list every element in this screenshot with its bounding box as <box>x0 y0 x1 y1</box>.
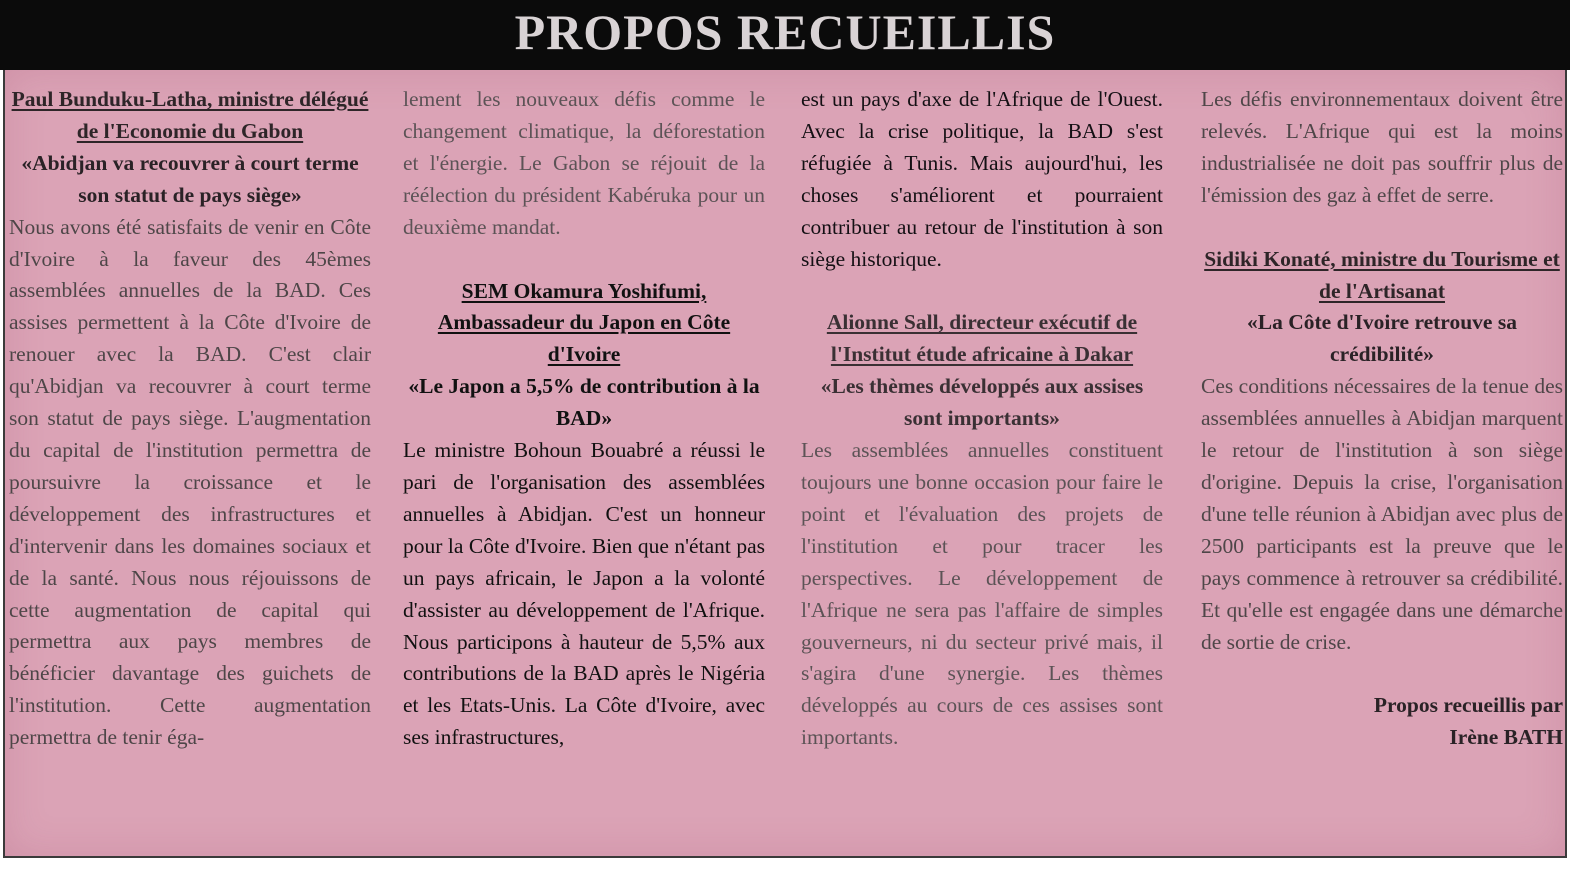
interview-text-continued: lement les nouveaux défis comme le changement climatique, la déforestation et l'énergie. Le Gabon se réjouit de la réélection du président Kabéruka pour un deuxième mandat. <box>403 87 765 239</box>
section-gap <box>1201 212 1563 244</box>
section-title: PROPOS RECUEILLIS <box>514 4 1056 60</box>
section-gap <box>403 244 765 276</box>
section-gap <box>801 275 1163 307</box>
interview-text-continued: est un pays d'axe de l'Afrique de l'Ouest. Avec la crise politique, la BAD s'est réfugiée à Tunis. Mais aujourd'hui, les choses s'améliorent et pourraient contribuer au retour de l'institution à son siège historique. <box>801 87 1163 271</box>
interview-text: Nous avons été satisfaits de venir en Côte d'Ivoire à la faveur des 45èmes assemblées annuelles de la BAD. Ces assises permettent à la Côte d'Ivoire de renouer avec la BAD. C'est clair qu'Abidjan va recouvrer à court terme son statut de pays siège. L'augmentation du capital de l'institution permettra de poursuivre la croissance et le développement des infrastructures et d'intervenir dans les domaines sociaux et de la santé. Nous nous réjouissons de cette augmentation de capital qui permettra aux pays membres de bénéficier davantage des guichets de l'institution. Cette augmentation permettra de tenir éga- <box>9 214 371 750</box>
column-4 <box>1201 84 1563 754</box>
interviewee-heading: SEM Okamura Yoshifumi, Ambassadeur du Japon en Côte d'Ivoire <box>437 278 731 367</box>
quote-headline: «La Côte d'Ivoire retrouve sa crédibilité» <box>1247 310 1517 367</box>
quote-headline: «Le Japon a 5,5% de contribution à la BAD» <box>408 374 760 431</box>
interview-text: Le ministre Bohoun Bouabré a réussi le pari de l'organisation des assemblées annuelles à Abidjan. C'est un honneur pour la Côte d'Ivoire. Bien que n'étant pas un pays africain, le Japon a la volonté d'assister au développement de l'Afrique. Nous participons à hauteur de 5,5% aux contributions de la BAD après le Nigéria et les Etats-Unis. La Côte d'Ivoire, avec ses infrastructures, <box>403 438 765 750</box>
article-body <box>3 70 1567 858</box>
section-gap <box>1201 658 1563 690</box>
interviewee-heading: Alionne Sall, directeur exécutif de l'Institut étude africaine à Dakar <box>826 310 1138 367</box>
interviewee-heading: Sidiki Konaté, ministre du Tourisme et de l'Artisanat <box>1204 246 1560 303</box>
section-banner <box>0 0 1570 70</box>
column-3 <box>801 84 1163 754</box>
byline: Propos recueillis par <box>1373 693 1563 718</box>
interview-text: Les assemblées annuelles constituent toujours une bonne occasion pour faire le point et l'évaluation des projets de l'institution et pour tracer les perspectives. Le développement de l'Afrique ne sera pas l'affaire de simples gouverneurs, ni du secteur privé mais, il s'agira d'une synergie. Les thèmes développés au cours de ces assises sont importants. <box>801 438 1163 750</box>
column-1 <box>9 84 371 754</box>
interviewee-heading: Paul Bunduku-Latha, ministre délégué de l'Economie du Gabon <box>11 87 369 143</box>
column-2 <box>403 84 765 754</box>
interview-text-continued: Les défis environnementaux doivent être relevés. L'Afrique qui est la moins industrialisée ne doit pas souffrir plus de l'émission des gaz à effet de serre. <box>1201 87 1563 207</box>
quote-headline: «Les thèmes développés aux assises sont importants» <box>820 374 1144 431</box>
byline-author: Irène BATH <box>1449 725 1563 750</box>
interview-text: Ces conditions nécessaires de la tenue des assemblées annuelles à Abidjan marquent le retour de l'institution à son siège d'origine. Depuis la crise, l'organisation d'une telle réunion à Abidjan avec plus de 2500 participants est la preuve que le pays commence à retrouver sa crédibilité. Et qu'elle est engagée dans une démarche de sortie de crise. <box>1201 374 1563 654</box>
quote-headline: «Abidjan va recouvrer à court terme son statut de pays siège» <box>21 150 359 207</box>
